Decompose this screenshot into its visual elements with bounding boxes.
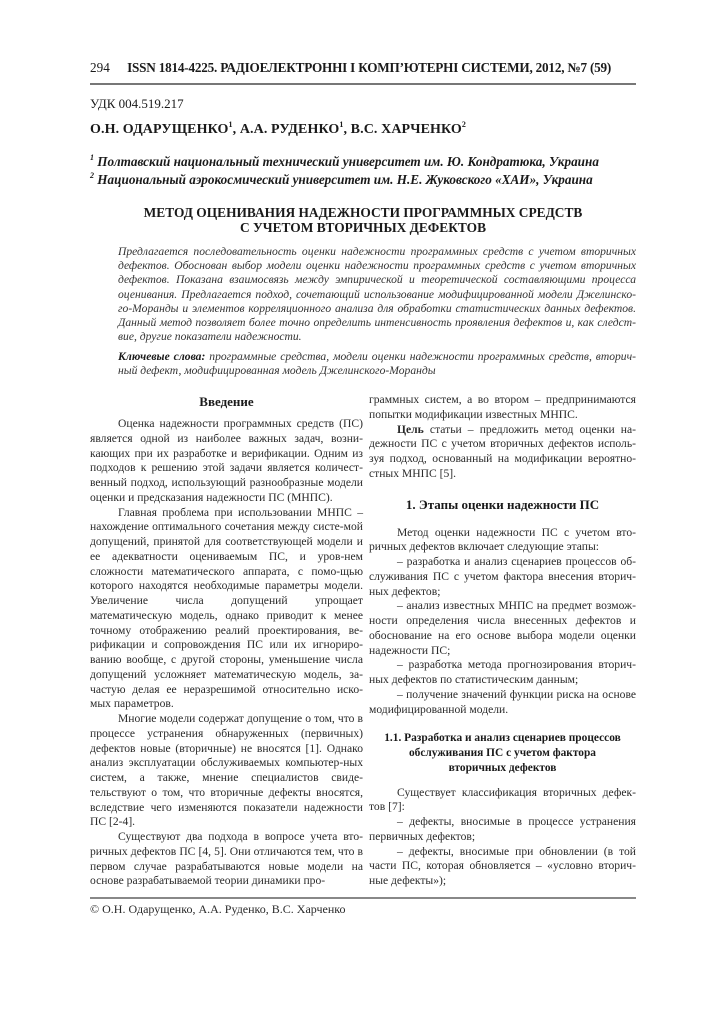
affiliation-mark: 2: [90, 171, 94, 180]
affiliation-text: Национальный аэрокосмический университет им. Н.Е. Жуковского «ХАИ», Украина: [97, 172, 593, 187]
udk-code: УДК 004.519.217: [90, 96, 184, 111]
affiliation-mark: 1: [90, 153, 94, 162]
authors-line: О.Н. ОДАРУЩЕНКО$^1$, А.А. РУДЕНКО$^1$, В.С. ХАРЧЕНКО$^2$: [90, 120, 466, 137]
left-column: [90, 393, 363, 889]
goal-paragraph: [369, 423, 636, 482]
copyright-notice: © О.Н. Одарущенко, А.А. Руденко, В.С. Харченко: [90, 902, 346, 916]
subsection-heading: [369, 731, 636, 775]
affiliation-text: Полтавский национальный технический университет им. Ю. Кондратюка, Украина: [97, 154, 599, 169]
header-rule: [90, 83, 636, 85]
section-heading-stages: 1. Этапы оценки надежности ПС: [405, 496, 600, 512]
abstract: Предлагается последовательность оценки надежности программных средств с учетом вторичных дефектов. Обоснован выбор модели оценки надежности программных средств с учетом вторичных дефектов. Показана взаимосвязь между эмпирической и теоретической составляющими процесса оценивания. Предлагается подход, сочетающий использование модифицированной модели Джелинско-го-Моранды и элементов корреляционного анализа для обработки статистических данных дефектов. Данный метод позволяет более точно определить интенсивность проявления дефектов и, как следст-вие, другие показатели надежности.: [118, 245, 636, 344]
subsection-title-line: вторичных дефектов: [448, 761, 557, 774]
author-name: О.Н. ОДАРУЩЕНКО: [90, 122, 229, 137]
keywords-label: Ключевые слова:: [118, 350, 206, 363]
running-header: [90, 60, 636, 76]
author-name: В.С. ХАРЧЕНКО: [350, 122, 462, 137]
page-number: 294: [90, 60, 110, 75]
paragraph: Существует классификация вторичных дефек-тов [7]:: [369, 785, 636, 814]
title-line: С УЧЕТОМ ВТОРИЧНЫХ ДЕФЕКТОВ: [239, 220, 487, 235]
paragraph: Существуют два подхода в вопросе учета вто-ричных дефектов ПС [4, 5]. Они отличаются тем, что в первом случае разрабатываются новые модели на основе разрабатываемой теории динамики про-: [90, 830, 363, 888]
list-item: – дефекты, вносимые в процессе устранения первичных дефектов;: [369, 815, 636, 843]
subsection-title-line: обслуживания ПС с учетом фактора: [408, 747, 597, 760]
keywords-text: программные средства, модели оценки надежности программных средств, вторич-ный дефект, модифицированная модель Джелинского-Моранды: [118, 350, 636, 378]
affiliation: [90, 153, 599, 170]
right-column: [369, 393, 636, 889]
paragraph-continuation: граммных систем, а во втором – предпринимаются попытки модификации известных МНПС.: [369, 393, 636, 421]
footer-rule: [90, 897, 636, 899]
goal-label: Цель: [397, 422, 424, 436]
paragraph: Главная проблема при использовании МНПС – нахождение оптимального сочетания между систе-мой допущений, принятой для соответствующей модели и ее адекватности оцениваемым ПС, и уров-нем сложности математического аппарата, с помо-щью которого находятся необходимые параметры модели. Увеличение числа допущений упрощает математическую модель, однако приводит к менее точному отображению реалий проектирования, ве-рификации и сопровождения ПС или их игнориро-ванию вообще, с другой стороны, уменьшение числа допущений усложняет математическую модель, за-частую делая ее неразрешимой относительно иско-мых параметров.: [90, 505, 363, 711]
list-item: – разработка метода прогнозирования вторич-ных дефектов по статистическим данным;: [369, 658, 636, 686]
paragraph: Многие модели содержат допущение о том, что в процессе устранения обнаруженных (первичных) дефектов новые (вторичные) не вносятся [1]. Однако анализ эксплуатации обслуживаемых компьютер-ных систем, а также, мнение специалистов свиде-тельствуют о том, что вторичные дефекты вносятся, вследствие чего изменяются показатели надежности ПС [2-4].: [90, 712, 363, 829]
paragraph: Оценка надежности программных средств (ПС) является одной из наиболее важных задач, возни-кающих при их разработке и верификации. Одним из подходов к решению этой задачи является количест-венный подход, использующий разнообразные модели оценки и предсказания надежности ПС (МНПС).: [90, 417, 363, 504]
author-affiliation-mark: 1: [228, 120, 233, 129]
author-affiliation-mark: 2: [461, 120, 466, 129]
affiliation: [90, 171, 593, 188]
list-item: – разработка и анализ сценариев процессов об-служивания ПС с учетом фактора внесения вторич-ных дефектов;: [369, 555, 636, 598]
list-item: – получение значений функции риска на основе модифицированной модели.: [369, 687, 636, 716]
list-item: – дефекты, вносимые при обновлении (в той части ПС, которая обновляется – «условно вторич-ные дефекты»);: [369, 844, 636, 888]
list-item: – анализ известных МНПС на предмет возмож-ности определения числа внесенных дефектов и обоснование на его основе выбора модели оценки надежности ПС;: [369, 599, 636, 657]
title-line: МЕТОД ОЦЕНИВАНИЯ НАДЕЖНОСТИ ПРОГРАММНЫХ СРЕДСТВ: [143, 205, 583, 220]
section-heading-introduction: Введение: [199, 394, 254, 409]
author-name: А.А. РУДЕНКО: [239, 122, 340, 137]
paper-title: [90, 205, 636, 235]
goal-text: статьи – предложить метод оценки на-дежности ПС с учетом вторичных дефектов исполь-зуя подход, основанный на модификации вероятно-стных МНПС [5].: [369, 422, 636, 480]
paragraph: Метод оценки надежности ПС с учетом вто-ричных дефектов включает следующие этапы:: [369, 525, 636, 554]
journal-title: ISSN 1814-4225. РАДІОЕЛЕКТРОННІ І КОМП’ЮТЕРНІ СИСТЕМИ, 2012, №7 (59): [127, 60, 612, 75]
author-affiliation-mark: 1: [339, 120, 344, 129]
keywords: [118, 350, 636, 378]
subsection-title-line: 1.1. Разработка и анализ сценариев процессов: [384, 732, 621, 745]
